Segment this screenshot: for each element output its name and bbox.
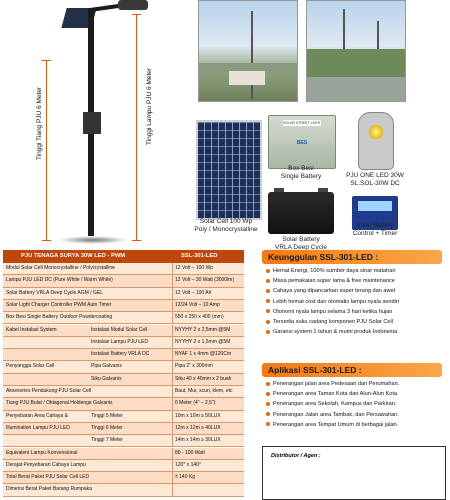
row-label: Aksesories Pendukung PJU Solar Cell (6, 388, 92, 394)
aplikasi-title: Aplikasi SSL-301-LED : (268, 365, 362, 375)
bullet-icon (266, 402, 270, 406)
battery-caption: Solar Battery VRLA Deep Cycle (274, 236, 328, 251)
row-label: Penyebaran Area Cahaya & (6, 412, 68, 419)
spec-table-header (3, 250, 244, 263)
distributor-box (262, 446, 446, 500)
table-row (3, 361, 244, 373)
list-item-text: Penerangan area Sekolah, Kampus dan Parkiran. (273, 401, 397, 408)
keunggulan-title: Keunggulan SSL-301-LED : (268, 252, 379, 262)
height-line-left (46, 60, 47, 240)
row-sublabel: Pipa Galvanis (91, 363, 122, 370)
solar-panel-image (196, 120, 262, 220)
list-item-text: Lebih hemat cost dan otomatis lampu nyala sendiri (273, 298, 399, 305)
spec-table-model: SSL-301-LED (181, 253, 218, 259)
list-item-text: Penerangan jalan area Pedesaan dan Perumahan. (273, 381, 400, 387)
row-value: 12m x 12m ≥ 40LUX (175, 424, 221, 431)
list-item (266, 399, 450, 409)
table-row (3, 325, 244, 337)
row-sublabel: Siku Galvanis (91, 375, 122, 382)
pole-illustration (0, 0, 195, 248)
row-value: 120° x 140° (175, 461, 201, 468)
list-item-text: Cahaya yang dipancarkan super terang dan awet (273, 288, 396, 295)
box-sticker: SOLAR STREET LIGHT (283, 121, 321, 125)
list-item (266, 410, 450, 420)
list-item (266, 379, 450, 389)
height-label-right: Tinggi Lampu PJU 6 Meter (146, 67, 153, 145)
table-row (3, 349, 244, 361)
table-row (3, 448, 244, 460)
list-item-text: Penerangan area Taman Kota dan Alun-Alun Kota. (273, 391, 399, 398)
list-item-text: Hemat Energi, 100% sumber daya sinar matahari (273, 268, 396, 274)
height-label-left: Tinggi Tiang PJU 6 Meter (36, 86, 43, 160)
bullet-icon (266, 330, 270, 334)
table-row (3, 263, 244, 275)
list-item (266, 327, 450, 337)
list-item-text: Tersedia suku cadang komponen PJU Solar Cell (273, 319, 394, 326)
row-value: 12 Volt – 100 Ah (175, 289, 212, 296)
list-item-text: Penerangan Jalan area Tambak, dan Persawahan. (273, 411, 399, 418)
list-item-text: Penerangan area Tempat Umum di berbagai jalan. (273, 421, 399, 428)
spec-table (0, 263, 250, 500)
installation-photo-2 (306, 0, 406, 102)
led-lamp-image (358, 112, 394, 170)
bullet-icon (266, 422, 270, 426)
list-item-text: Masa pemakaian super lama & free maintenance (273, 278, 395, 285)
pole-battery-box (83, 112, 101, 134)
row-value: 14m x 14m ≥ 30LUX (175, 437, 221, 444)
bullet-icon (266, 412, 270, 416)
row-value: Siku 40 x 40mm x 2 buah (175, 375, 232, 382)
row-value: Baut, Mur, scun, klem, etc (175, 388, 233, 394)
row-label: Solar Battery VRLA Deep Cycle AGM / GEL (6, 289, 103, 296)
table-row (3, 374, 244, 386)
row-sublabel: Instalasi Modul Solar Cell (91, 326, 148, 333)
keunggulan-list (266, 266, 450, 337)
row-label: Modul Solar Cell Monocrystalline / Polycrystalline (6, 265, 115, 271)
table-row (3, 337, 244, 349)
bullet-icon (266, 269, 270, 273)
bullet-icon (266, 309, 270, 313)
row-label: Penyangga Solar Cell (6, 363, 55, 370)
list-item (266, 276, 450, 286)
battery-box-image (268, 115, 336, 169)
row-label: Equivalent Lampu Konvensional (6, 449, 78, 456)
height-line-right (136, 14, 137, 240)
bullet-icon (266, 299, 270, 303)
bullet-icon (266, 279, 270, 283)
row-label: Solar Light Charger Controller PWM Auto Timer (6, 301, 112, 308)
aplikasi-list (266, 379, 450, 430)
table-row (3, 435, 244, 447)
list-item-text: Otonomi nyala lampu selama 3 hari ketika hujan (273, 308, 393, 315)
row-value: NYYHY 2 x 2,5mm @5M (175, 326, 231, 333)
row-value: 12 Volt – 100 Wp (175, 265, 214, 271)
row-value: 10m x 10m ≥ 50LUX (175, 412, 221, 419)
solar-panel-caption: Solar Cell 100 Wp Poly / Monocrystalline (194, 218, 258, 233)
row-label: Dimensi Berat Paket Barang Rumpaka (6, 486, 92, 493)
table-row (3, 312, 244, 324)
table-row (3, 423, 244, 435)
row-value: ± 140 Kg (175, 474, 195, 481)
box-logo: BES (296, 140, 308, 146)
row-value: Pipa 2” x 300mm (175, 363, 213, 370)
list-item (266, 266, 450, 276)
table-row (3, 300, 244, 312)
row-label: Lampu PJU LED DC (Pure White / Warm White) (6, 277, 113, 284)
row-label: Box Besi Single Battery Outdoor Powdercoating (6, 314, 113, 321)
row-label: Illumination Lampu PJU LED (6, 424, 70, 431)
row-label: Tiang PJU Bulat / Oktagonal Holdenge Galvanis (6, 400, 113, 407)
table-row (3, 411, 244, 423)
list-item (266, 286, 450, 296)
row-value: 550 x 250 x 400 (mm) (175, 314, 224, 321)
table-row (3, 472, 244, 484)
row-value: 80 - 100 Watt (175, 449, 205, 456)
row-value: 12 Volt – 30 Watt (3000lm) (175, 277, 235, 284)
list-item-text: Garansi system 1 tahun & mumi produk Indonesia (273, 329, 398, 336)
list-item (266, 307, 450, 317)
table-row (3, 275, 244, 287)
list-item (266, 297, 450, 307)
row-value: 6 Meter (4” – 2,5”) (175, 400, 216, 407)
keunggulan-banner (262, 250, 442, 264)
aplikasi-banner (262, 363, 442, 377)
battery-image (268, 192, 334, 234)
table-row (3, 398, 244, 410)
pole-ground (58, 236, 128, 244)
list-item (266, 317, 450, 327)
table-row (3, 460, 244, 472)
bullet-icon (266, 382, 270, 386)
row-label: Derajat Penyebaran Cahaya Lampu (6, 461, 86, 468)
row-value: NYYHY 2 x 1,5mm @5M (175, 338, 231, 345)
table-row (3, 386, 244, 398)
controller-caption: Solar Battery Control + Timer (352, 222, 398, 237)
row-value: 12/24 Volt – 10 Amp (175, 301, 220, 308)
row-sublabel: Instalasi Battery VRLA DC (91, 351, 150, 358)
row-label: Kabel Instalasi System (6, 326, 57, 333)
row-sublabel: Tinggi 6 Meter (91, 424, 123, 431)
pole-lamp-head (118, 0, 148, 10)
table-row (3, 484, 244, 496)
spec-table-title: PJU TENAGA SURYA 30W LED - PWM (21, 253, 126, 259)
bullet-icon (266, 320, 270, 324)
distributor-label: Distributor / Agen : (271, 453, 321, 459)
row-label: Total Berat Paket PJU Solar Cell LED (6, 474, 90, 481)
led-lamp-caption: PJU ONE LED 30W SL.SOL-30W DC (346, 172, 404, 187)
row-sublabel: Tinggi 7 Meter (91, 437, 123, 444)
row-sublabel: Tinggi 5 Meter (91, 412, 123, 419)
bullet-icon (266, 392, 270, 396)
list-item (266, 420, 450, 430)
bullet-icon (266, 289, 270, 293)
installation-photo-1 (198, 0, 298, 102)
row-sublabel: Instalasi Lampu PJU LED (91, 338, 148, 345)
battery-box-caption: Box Besi Single Battery (280, 165, 322, 180)
list-item (266, 389, 450, 399)
table-row (3, 288, 244, 300)
row-value: NYAF 1 x 4mm @120Cm (175, 351, 232, 358)
